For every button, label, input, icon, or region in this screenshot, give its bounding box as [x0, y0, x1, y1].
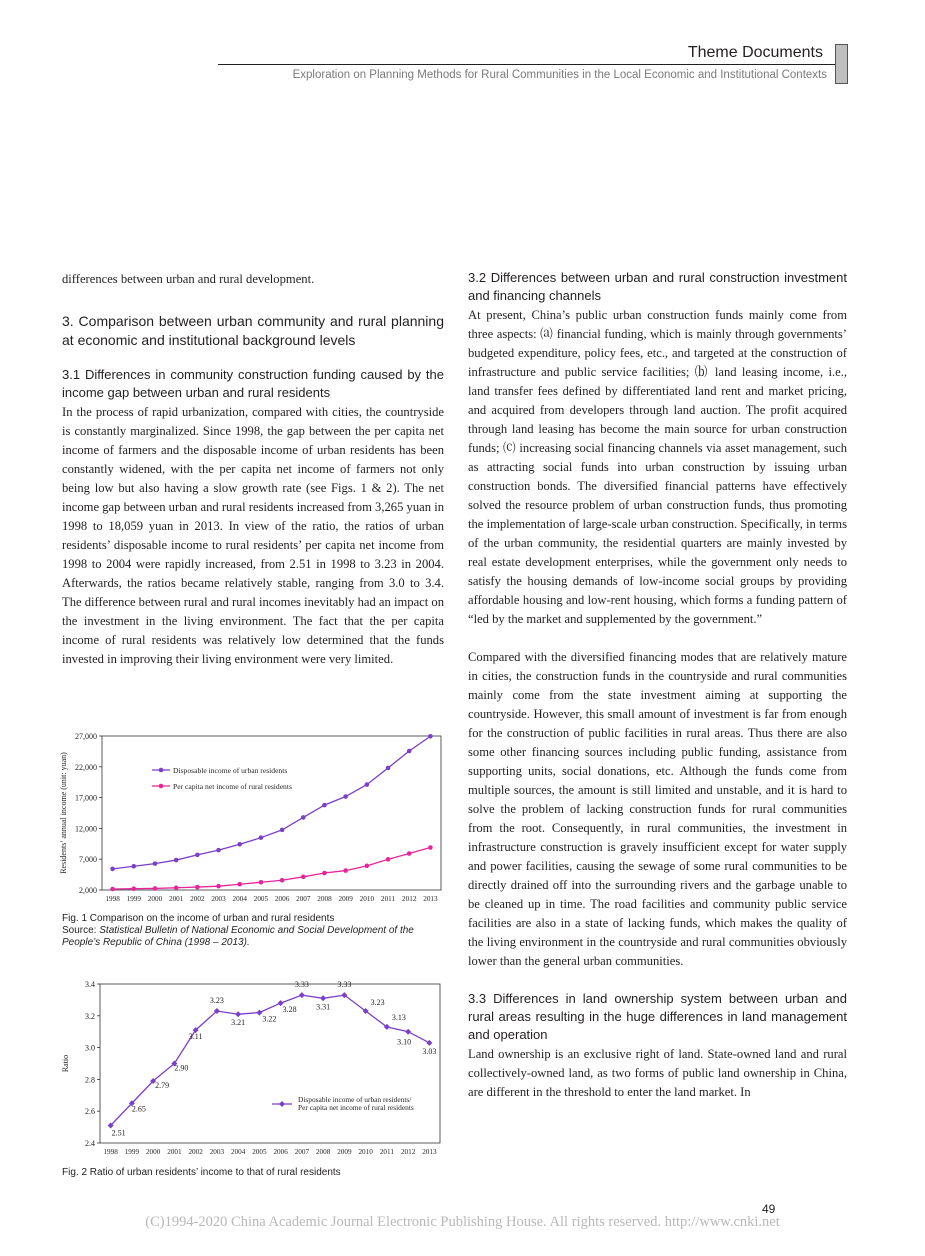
- x-tick-label: 2007: [296, 895, 311, 903]
- page-number: 49: [762, 1202, 776, 1216]
- x-tick-label: 2010: [359, 895, 375, 903]
- legend-swatch-marker: [279, 1101, 285, 1107]
- data-point: [322, 803, 327, 808]
- paragraph-3-1: In the process of rapid urbanization, compared with cities, the countryside is constantly marginalized. Since 1998, the gap between the per capita net income of farmers and the disposable income of urban residents has been constantly widened, with the per capita net income of farmers not only being low but also having a slow growth rate (see Figs. 1 & 2). The net income gap between urban and rural residents increased from 3,265 yuan in 1998 to 18,059 yuan in 2013. In view of the ratio, the ratios of urban residents’ disposable income to rural residents’ per capita net income from 1998 to 2004 were rapidly increased, from 2.51 in 1998 to 3.23 in 2004. Afterwards, the ratios became relatively stable, ranging from 3.0 to 3.4. The difference between rural and rural incomes inevitably had an impact on the investment in the living environment. The fact that the per capita income of rural residents was relatively low determined that the funds invested in improving their living environment were very limited.: [62, 405, 444, 666]
- data-point: [195, 885, 200, 890]
- paragraph-3-3: Land ownership is an exclusive right of land. State-owned land and rural collectively-owned land, as two forms of public land ownership in China, are different in the threshold to enter the land market. In: [468, 1047, 847, 1099]
- data-point: [153, 861, 158, 866]
- data-point: [174, 885, 179, 890]
- x-tick-label: 1999: [126, 895, 141, 903]
- data-point: [216, 884, 221, 889]
- x-tick-label: 2003: [209, 1148, 225, 1156]
- data-label: 3.13: [391, 1012, 406, 1022]
- data-point: [426, 1040, 432, 1046]
- legend-label: Disposable income of urban residents: [173, 766, 288, 775]
- data-point: [386, 857, 391, 862]
- header-tab-marker: [835, 44, 848, 84]
- data-point: [237, 842, 242, 847]
- data-label: 2.90: [174, 1063, 189, 1073]
- y-axis-label: Ratio: [61, 1054, 70, 1073]
- heading-3: 3. Comparison between urban community and rural planning at economic and institutional background levels: [62, 313, 444, 348]
- data-point: [174, 858, 179, 863]
- y-tick-label: 7,000: [79, 855, 97, 865]
- figure-1-source: [62, 925, 446, 949]
- x-tick-label: 2003: [211, 895, 226, 903]
- figure-1-caption: Fig. 1 Comparison on the income of urban and rural residents: [62, 913, 335, 924]
- data-label: 3.33: [294, 980, 309, 990]
- data-label: 2.51: [111, 1128, 126, 1138]
- x-tick-label: 1999: [124, 1148, 140, 1156]
- x-tick-label: 2011: [380, 895, 396, 903]
- x-tick-label: 2006: [273, 1148, 288, 1156]
- x-tick-label: 2007: [294, 1148, 310, 1156]
- x-tick-label: 2008: [317, 895, 332, 903]
- data-point: [343, 794, 348, 799]
- x-tick-label: 2001: [167, 1148, 182, 1156]
- figure-1-caption-block: [62, 913, 446, 949]
- left-column: [62, 270, 444, 669]
- data-label: 3.33: [337, 980, 352, 990]
- right-column: [468, 269, 847, 1102]
- data-label: 3.23: [370, 998, 385, 1008]
- paragraph-3-2b: Compared with the diversified financing modes that are relatively mature in cities, the construction funds in the countryside and rural communities mainly come from the state investment aiming at supporting the countryside. However, this small amount of investment is far from enough for the construction of public facilities in rural areas. Thus there are also some other financing sources including public funding, assistance from supporting units, social donations, etc. Although the funds come from multiple sources, the amount is still limited and unstable, and it is hard to solve the problem of lacking construction funds for rural communities from the root. Consequently, in rural communities, the investment in infrastructure construction is gravely insufficient except for water supply and power facilities, causing the sewage of some rural communities to be directly drained off into the surrounding rivers and the garbage unable to be cleaned up in time. The road facilities and community public service facilities are also in a state of lacking funds, which makes the quality of the living environment in the countryside and rural communities obviously lower than the general urban communities.: [468, 650, 847, 968]
- x-tick-label: 2001: [168, 895, 184, 903]
- x-tick-label: 2010: [358, 1148, 373, 1156]
- x-tick-label: 2008: [315, 1148, 331, 1156]
- data-point: [153, 886, 158, 891]
- data-point: [131, 864, 136, 869]
- header-rule: [218, 64, 848, 65]
- data-label: 3.28: [282, 1005, 297, 1015]
- data-point: [280, 878, 285, 883]
- x-tick-label: 2012: [402, 895, 417, 903]
- data-point: [110, 867, 115, 872]
- x-tick-label: 2013: [423, 895, 438, 903]
- data-point: [131, 886, 136, 891]
- plot-frame: [102, 736, 441, 890]
- x-tick-label: 2004: [230, 1148, 246, 1156]
- data-point: [322, 871, 327, 876]
- y-axis-label: Residents’ annual income (unit: yuan): [59, 752, 68, 874]
- data-point: [343, 868, 348, 873]
- data-label: 3.31: [316, 1002, 331, 1012]
- data-point: [365, 864, 370, 869]
- data-point: [301, 875, 306, 880]
- heading-3-1: 3.1 Differences in community construction funding caused by the income gap between urban and rural residents: [62, 367, 444, 400]
- data-point: [428, 734, 433, 739]
- y-tick-label: 12,000: [75, 824, 97, 834]
- x-tick-label: 2005: [253, 895, 269, 903]
- paragraph-3-2: At present, China’s public urban construction funds mainly come from three aspects: ⒜ financial funding, which is mainly through governments’ budgeted expenditure, policy fees, etc., and targeted at the construction of infrastructure and public service facilities; ⒝ land leasing income, i.e., land transfer fees defined by differentiated land rent and market pricing, and acquired from developers through land auction. The profit acquired through land leasing has become the main source for urban construction funds; ⒞ increasing social financing channels via asset management, such as attracting social funds into urban construction by issuing urban construction bonds. The diversified financial patterns have effectively solved the resource problem of urban construction funds, thus promoting the implementation of large-scale urban construction. Specifically, in terms of the urban community, the residential quarters are mainly invested by real estate development enterprises, while the government only needs to satisfy the housing demands of low-income social groups by providing affordable housing and low-rent housing, which forms a funding pattern of “led by the market and supplemented by the government.”: [468, 308, 847, 626]
- data-point: [365, 782, 370, 787]
- data-label: 3.21: [231, 1018, 246, 1028]
- data-point: [216, 848, 221, 853]
- x-tick-label: 2012: [400, 1148, 416, 1156]
- data-point: [407, 749, 412, 754]
- running-header: Exploration on Planning Methods for Rural Communities in the Local Economic and Institutional Contexts: [292, 69, 827, 81]
- x-tick-label: 2002: [188, 1148, 203, 1156]
- data-point: [195, 853, 200, 858]
- y-tick-label: 3.0: [85, 1043, 95, 1053]
- data-point: [280, 828, 285, 833]
- data-point: [301, 815, 306, 820]
- x-tick-label: 2006: [274, 895, 290, 903]
- x-tick-label: 1998: [103, 1148, 118, 1156]
- heading-3-2: 3.2 Differences between urban and rural construction investment and financing channels: [468, 270, 847, 303]
- intro-paragraph: differences between urban and rural development.: [62, 272, 315, 286]
- data-point: [237, 882, 242, 887]
- y-tick-label: 17,000: [75, 793, 97, 803]
- y-tick-label: 2.6: [85, 1107, 95, 1117]
- data-point: [259, 835, 264, 840]
- data-point: [386, 766, 391, 771]
- data-point: [259, 880, 264, 885]
- y-tick-label: 3.2: [85, 1011, 95, 1021]
- legend-label: Per capita net income of rural residents: [173, 782, 292, 791]
- y-tick-label: 27,000: [75, 732, 97, 741]
- data-label: 3.03: [422, 1046, 437, 1056]
- x-tick-label: 2013: [422, 1148, 437, 1156]
- data-label: 2.79: [155, 1080, 170, 1090]
- data-point: [405, 1029, 411, 1035]
- x-tick-label: 2000: [147, 895, 163, 903]
- source-text: Statistical Bulletin of National Economic and Social Development of the People’s Republic of China (1998 – 2013).: [62, 925, 414, 948]
- source-label: Source:: [62, 925, 100, 936]
- data-label: 3.22: [262, 1014, 277, 1024]
- data-point: [320, 995, 326, 1001]
- x-tick-label: 2002: [190, 895, 205, 903]
- figure-2-chart: [60, 978, 445, 1163]
- data-point: [407, 851, 412, 856]
- x-tick-label: 2009: [338, 895, 353, 903]
- y-tick-label: 2.4: [85, 1139, 95, 1148]
- series-line: [113, 736, 431, 869]
- heading-3-3: 3.3 Differences in land ownership system between urban and rural areas resulting in the huge differences in land management and operation: [468, 991, 847, 1042]
- data-point: [110, 887, 115, 892]
- data-label: 3.10: [397, 1037, 412, 1047]
- section-title: Theme Documents: [687, 44, 823, 61]
- x-tick-label: 2011: [379, 1148, 394, 1156]
- copyright-footer: (C)1994-2020 China Academic Journal Electronic Publishing House. All rights reserved. http://www.cnki.net: [145, 1214, 780, 1230]
- y-tick-label: 3.4: [85, 980, 95, 989]
- legend-swatch-marker: [159, 784, 164, 789]
- legend-swatch-marker: [159, 768, 164, 773]
- figure-2-caption: Fig. 2 Ratio of urban residents’ income to that of rural residents: [62, 1167, 341, 1178]
- data-point: [235, 1011, 241, 1017]
- x-tick-label: 2009: [337, 1148, 352, 1156]
- data-label: 3.23: [209, 996, 224, 1006]
- data-label: 3.11: [188, 1032, 203, 1042]
- y-tick-label: 22,000: [75, 762, 97, 772]
- x-tick-label: 2005: [252, 1148, 267, 1156]
- data-label: 2.65: [131, 1104, 146, 1114]
- x-tick-label: 1998: [105, 895, 120, 903]
- data-point: [428, 845, 433, 850]
- y-tick-label: 2.8: [85, 1075, 95, 1085]
- data-point: [299, 992, 305, 998]
- series-line: [113, 848, 431, 889]
- x-tick-label: 2000: [145, 1148, 161, 1156]
- y-tick-label: 2,000: [79, 886, 97, 895]
- legend-label-line-1: Disposable income of urban residents/: [298, 1095, 412, 1104]
- legend-label-line-2: Per capita net income of rural residents: [298, 1103, 414, 1112]
- x-tick-label: 2004: [232, 895, 247, 903]
- figure-1-chart: [60, 732, 445, 910]
